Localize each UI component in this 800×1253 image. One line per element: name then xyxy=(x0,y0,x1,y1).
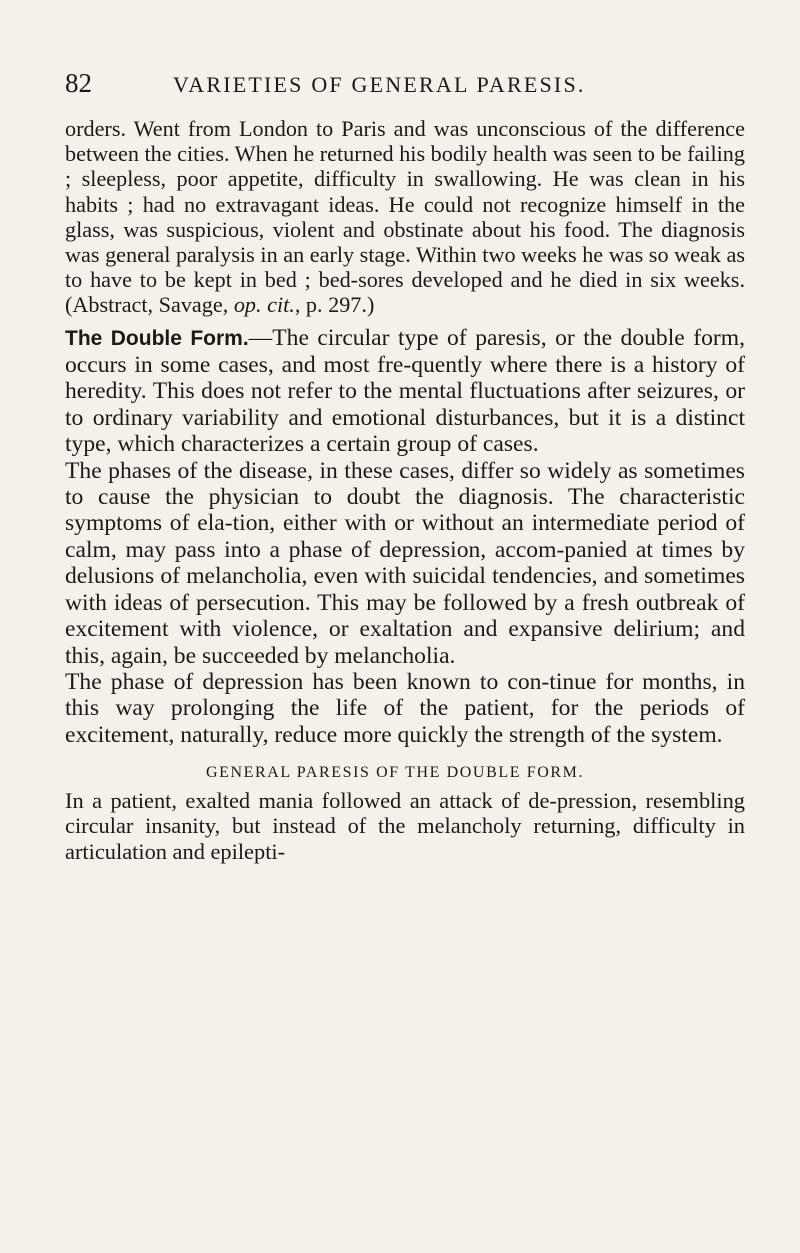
citation-page: , p. 297.) xyxy=(294,292,375,318)
citation-italic: op. cit. xyxy=(233,292,295,318)
paragraph-text: orders. Went from London to Paris and was unconscious of the difference between the cities. When he returned his bodily health was seen to be failing ; sleepless, poor appetite, difficulty in swallowing. He was clean in his habits ; had no extravagant ideas. He could not recognize himself in the glass, was suspicious, violent and obstinate about his food. The diagnosis was general paralysis in an early stage. Within two weeks he was so weak as to have to be kept in bed ; bed-sores developed and he died in six weeks. (Abstract, Savage, xyxy=(65,116,745,318)
book-page xyxy=(65,0,745,864)
paragraph-double-form xyxy=(65,325,745,458)
subsection-lead: The Double Form. xyxy=(65,326,249,350)
page-number: 82 xyxy=(65,68,92,98)
paragraph-depression: The phase of depression has been known to con-tinue for months, in this way prolonging the life of the patient, for the periods of excitement, naturally, reduce more quickly the strength of the system. xyxy=(65,668,745,748)
running-title: VARIETIES OF GENERAL PARESIS. xyxy=(173,72,586,97)
paragraph-text: —The circular type of paresis, or the double form, occurs in some cases, and most fre-quently where there is a history of heredity. This does not refer to the mental fluctuations after seizures, or to ordinary variability and emotional disturbances, but it is a distinct type, which characterizes a certain group of cases. xyxy=(65,324,745,458)
section-heading: GENERAL PARESIS OF THE DOUBLE FORM. xyxy=(205,764,585,782)
running-head xyxy=(65,0,745,110)
paragraph-phases: The phases of the disease, in these cases, differ so widely as sometimes to cause the physician to doubt the diagnosis. The characteristic symptoms of ela-tion, either with or without an intermediate period of calm, may pass into a phase of depression, accom-panied at times by delusions of melancholia, even with suicidal tendencies, and sometimes with ideas of persecution. This may be followed by a fresh outbreak of excitement with violence, or exaltation and expansive delirium; and this, again, be succeeded by melancholia. xyxy=(65,457,745,669)
paragraph-case-continuation xyxy=(65,116,745,318)
paragraph-case: In a patient, exalted mania followed an attack of de-pression, resembling circular insanity, but instead of the melancholy returning, difficulty in articulation and epilepti- xyxy=(65,788,745,864)
